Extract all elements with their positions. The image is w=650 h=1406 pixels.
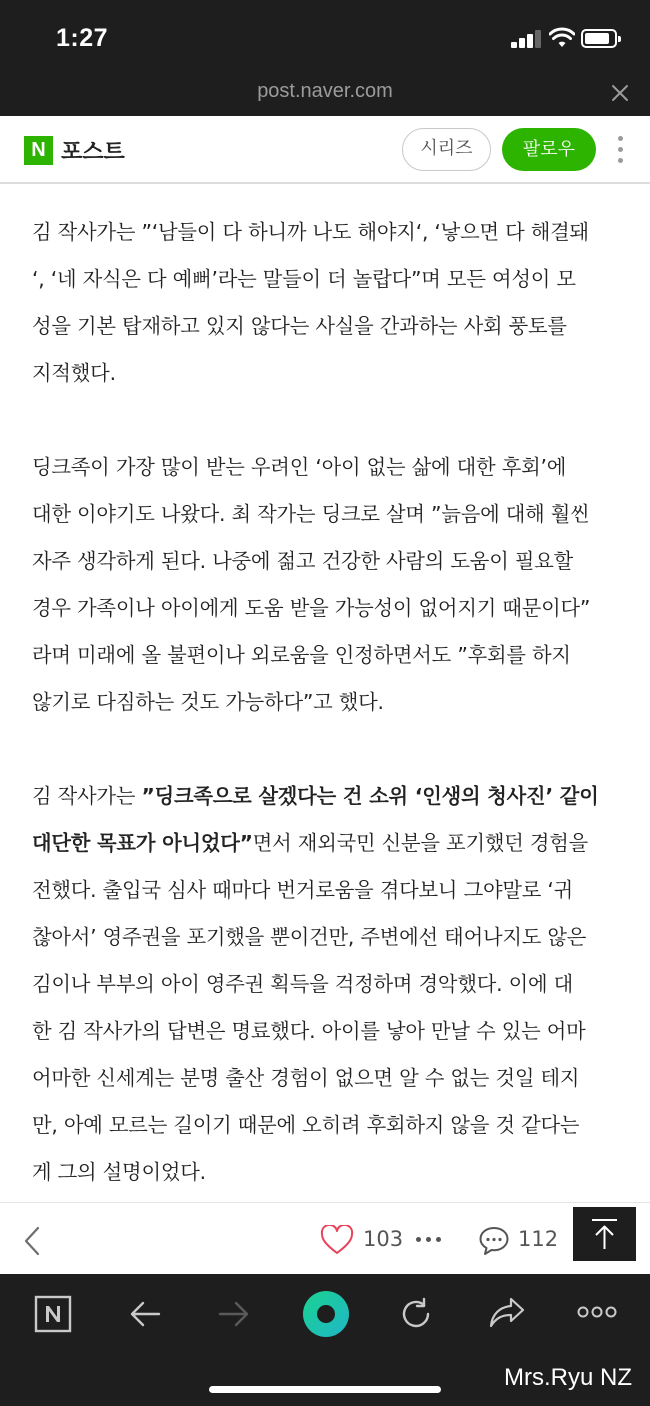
text-line: ‘, ‘네 자식은 다 예뻐’라는 말들이 더 놀랍다”며 모든 여성이 모 xyxy=(32,267,576,291)
bold-quote: 대단한 목표가 아니었다” xyxy=(32,831,253,855)
naver-logo[interactable]: N xyxy=(24,136,53,165)
share-icon[interactable] xyxy=(489,1296,525,1330)
text-line: 자주 생각하게 된다. 나중에 젊고 건강한 사람의 도움이 필요할 xyxy=(32,549,574,573)
comment-count: 112 xyxy=(518,1227,559,1251)
close-icon[interactable] xyxy=(610,83,630,103)
post-header xyxy=(0,116,650,184)
text-line: 김 작사가는 ”‘남들이 다 하니까 나도 해야지‘, ‘낳으면 다 해결돼 xyxy=(32,220,589,244)
article-body xyxy=(32,209,624,1196)
scroll-top-button[interactable] xyxy=(573,1207,636,1261)
url-text[interactable]: post.naver.com xyxy=(257,80,393,102)
naver-home-icon[interactable] xyxy=(34,1295,72,1333)
reload-icon[interactable] xyxy=(398,1296,434,1332)
series-button[interactable]: 시리즈 xyxy=(402,128,491,171)
heart-icon[interactable] xyxy=(320,1225,354,1255)
more-vertical-icon[interactable] xyxy=(616,136,626,164)
text-line: 어마한 신세계는 분명 출산 경험이 없으면 알 수 없는 것일 테지 xyxy=(32,1066,580,1090)
text-line: 라며 미래에 올 불편이나 외로움을 인정하면서도 ”후회를 하지 xyxy=(32,643,571,667)
text-line xyxy=(32,773,624,820)
like-count: 103 xyxy=(363,1227,404,1251)
text-line: 성을 기본 탑재하고 있지 않다는 사실을 간과하는 사회 풍토를 xyxy=(32,314,567,338)
home-indicator[interactable] xyxy=(209,1386,441,1393)
text-line: 찮아서’ 영주권을 포기했을 뿐이건만, 주변에선 태어나지도 않은 xyxy=(32,925,587,949)
text-line: 김이나 부부의 아이 영주권 획득을 걱정하며 경악했다. 이에 대 xyxy=(32,972,574,996)
text-line: 지적했다. xyxy=(32,361,116,385)
url-bar[interactable] xyxy=(0,70,650,116)
text-line: 게 그의 설명이었다. xyxy=(32,1160,206,1184)
forward-arrow-icon[interactable] xyxy=(218,1299,250,1329)
paragraph-1 xyxy=(32,209,624,397)
wifi-icon xyxy=(549,27,575,49)
arrow-up-icon xyxy=(573,1207,636,1261)
text-segment: 면서 재외국민 신분을 포기했던 경험을 xyxy=(252,831,589,855)
status-bar xyxy=(0,0,650,70)
text-line xyxy=(32,820,624,867)
back-arrow-icon[interactable] xyxy=(129,1299,161,1329)
text-line: 딩크족이 가장 많이 받는 우려인 ‘아이 없는 삶에 대한 후회’에 xyxy=(32,455,567,479)
text-line: 한 김 작사가의 답변은 명료했다. 아이를 낳아 만날 수 있는 어마 xyxy=(32,1019,586,1043)
text-segment: 김 작사가는 xyxy=(32,784,142,808)
green-dot-icon[interactable] xyxy=(302,1290,350,1338)
battery-icon xyxy=(581,29,617,48)
text-line: 않기로 다짐하는 것도 가능하다”고 했다. xyxy=(32,690,384,714)
watermark: Mrs.Ryu NZ xyxy=(504,1364,632,1391)
cellular-signal-icon xyxy=(511,30,543,48)
follow-button[interactable]: 팔로우 xyxy=(502,128,596,171)
text-line: 대한 이야기도 나왔다. 최 작가는 딩크로 살며 ”늙음에 대해 훨씬 xyxy=(32,502,590,526)
text-line: 만, 아예 모르는 길이기 때문에 오히려 후회하지 않을 것 같다는 xyxy=(32,1113,580,1137)
chevron-left-icon[interactable] xyxy=(22,1225,42,1257)
paragraph-3 xyxy=(32,773,624,1196)
more-horizontal-icon[interactable] xyxy=(416,1237,444,1243)
text-line: 전했다. 출입국 심사 때마다 번거로움을 겪다보니 그야말로 ‘귀 xyxy=(32,878,574,902)
text-line: 경우 가족이나 아이에게 도움 받을 가능성이 없어지기 때문이다” xyxy=(32,596,591,620)
paragraph-2 xyxy=(32,444,624,726)
more-horizontal-icon[interactable] xyxy=(577,1305,617,1319)
comment-icon[interactable] xyxy=(478,1225,510,1256)
page-title[interactable]: 포스트 xyxy=(61,140,125,165)
bold-quote: ”딩크족으로 살겠다는 건 소위 ‘인생의 청사진’ 같이 xyxy=(141,784,599,808)
reaction-bar xyxy=(0,1202,650,1274)
status-time: 1:27 xyxy=(56,24,109,52)
